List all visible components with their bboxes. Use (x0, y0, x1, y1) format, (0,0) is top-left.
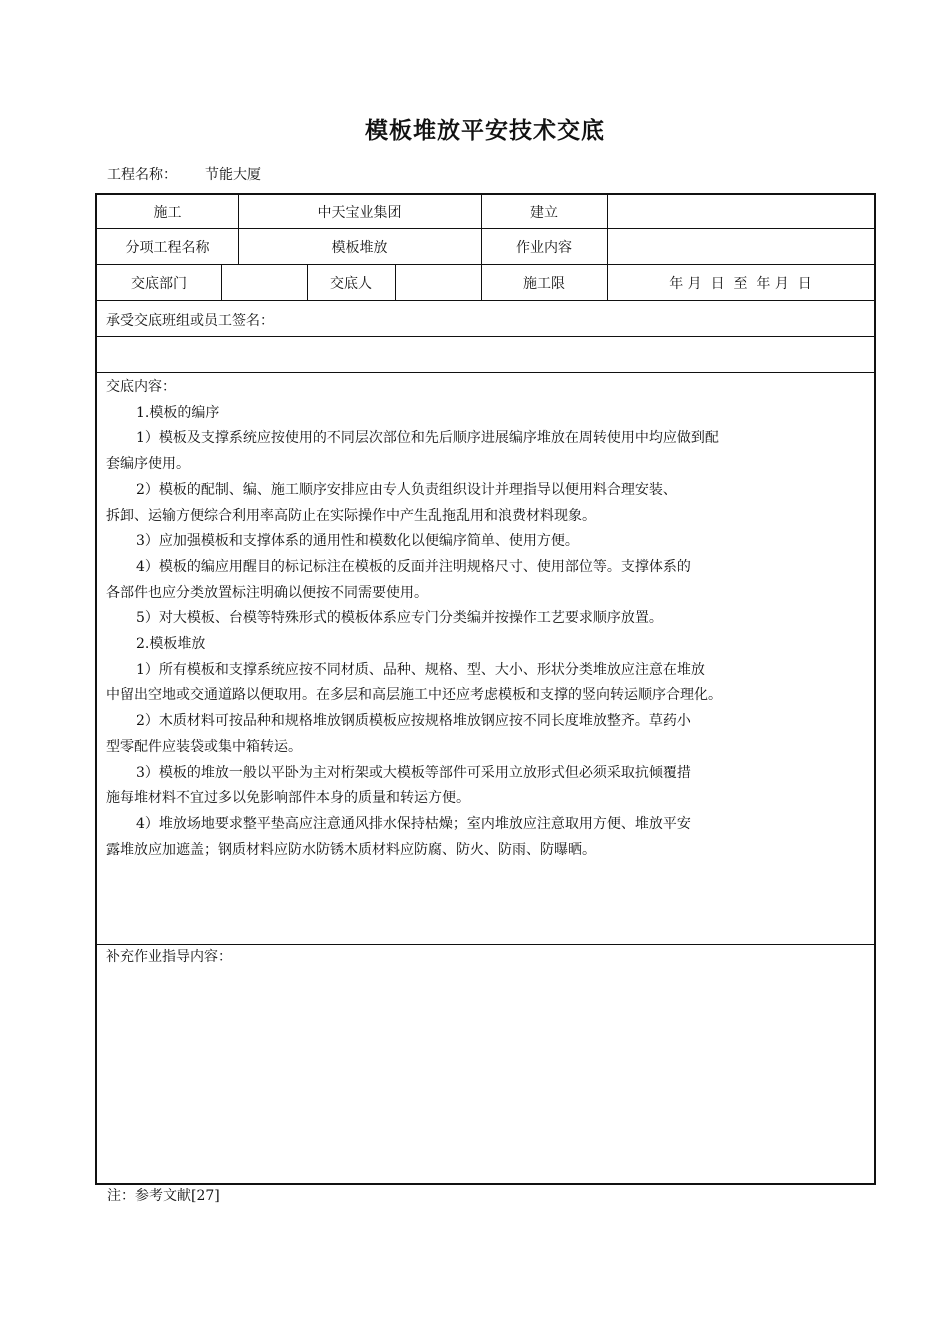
construction-period-value: 年 月 日 至 年 月 日 (669, 275, 812, 292)
project-name-label: 工程名称： (107, 167, 177, 183)
content-line: 2）木质材料可按品种和规格堆放钢质模板应按规格堆放钢应按不同长度堆放整齐。草药小 (136, 713, 691, 730)
content-line: 施每堆材料不宜过多以免影响部件本身的质量和转运方便。 (106, 790, 470, 807)
content-line: 中留出空地或交通道路以便取用。在多层和高层施工中还应考虑模板和支撑的竖向转运顺序合理化。 (106, 687, 722, 704)
content-line: 2.模板堆放 (136, 636, 206, 653)
content-line: 型零配件应装袋或集中箱转运。 (106, 738, 302, 755)
content-line: 3）应加强模板和支撑体系的通用性和模数化以便编序简单、使用方便。 (136, 533, 579, 550)
row-divider (97, 300, 874, 301)
row-divider (97, 944, 874, 945)
content-line: 拆卸、运输方便综合利用率高防止在实际操作中产生乱拖乱用和浪费材料现象。 (106, 507, 596, 524)
disclosure-dept-value (221, 265, 307, 300)
content-line: 各部件也应分类放置标注明确以便按不同需要使用。 (106, 584, 428, 601)
content-line: 1.模板的编序 (136, 404, 220, 421)
row-divider (97, 336, 874, 337)
document-title: 模板堆放平安技术交底 (365, 118, 605, 144)
content-line: 露堆放应加遮盖；钢质材料应防水防锈木质材料应防腐、防火、防雨、防曝晒。 (106, 841, 596, 858)
content-line: 1）所有模板和支撑系统应按不同材质、品种、规格、型、大小、形状分类堆放应注意在堆放 (136, 661, 705, 678)
disclosure-dept-label: 交底部门 (131, 275, 187, 292)
supplement-label: 补充作业指导内容： (106, 949, 232, 965)
supervision-value (607, 195, 874, 228)
content-label: 交底内容： (106, 379, 176, 395)
project-name-line (107, 164, 261, 184)
disclosure-table (95, 193, 876, 1185)
content-line: 4）模板的编应用醒目的标记标注在模板的反面并注明规格尺寸、使用部位等。支撑体系的 (136, 558, 691, 575)
subproject-name-label: 分项工程名称 (125, 239, 210, 256)
content-line: 3）模板的堆放一般以平卧为主对桁架或大模板等部件可采用立放形式但必须采取抗倾覆措 (136, 764, 691, 781)
work-content-value (607, 229, 874, 264)
signature-label: 承受交底班组或员工签名： (106, 313, 274, 329)
disclosure-content (106, 375, 866, 863)
subproject-name-value: 模板堆放 (331, 239, 388, 256)
project-name-value: 节能大厦 (205, 167, 261, 183)
construction-label: 施工 (153, 204, 182, 221)
construction-period-label: 施工限 (523, 275, 565, 292)
discloser-label: 交底人 (330, 275, 372, 292)
content-line: 2）模板的配制、编、施工顺序安排应由专人负责组织设计并理指导以便用料合理安装、 (136, 481, 677, 498)
content-line: 4）堆放场地要求整平垫高应注意通风排水保持枯燥；室内堆放应注意取用方便、堆放平安 (136, 815, 691, 832)
construction-unit-value: 中天宝业集团 (317, 204, 402, 221)
content-line: 1）模板及支撑系统应按使用的不同层次部位和先后顺序进展编序堆放在周转使用中均应做到配 (136, 430, 719, 447)
discloser-value (395, 265, 481, 300)
reference-note: 注：参考文献[27] (107, 1188, 220, 1204)
content-line: 5）对大模板、台模等特殊形式的模板体系应专门分类编并按操作工艺要求顺序放置。 (136, 610, 663, 627)
work-content-label: 作业内容 (516, 239, 572, 256)
row-divider (97, 372, 874, 373)
supervision-label: 建立 (530, 204, 558, 221)
content-line: 套编序使用。 (106, 456, 190, 473)
